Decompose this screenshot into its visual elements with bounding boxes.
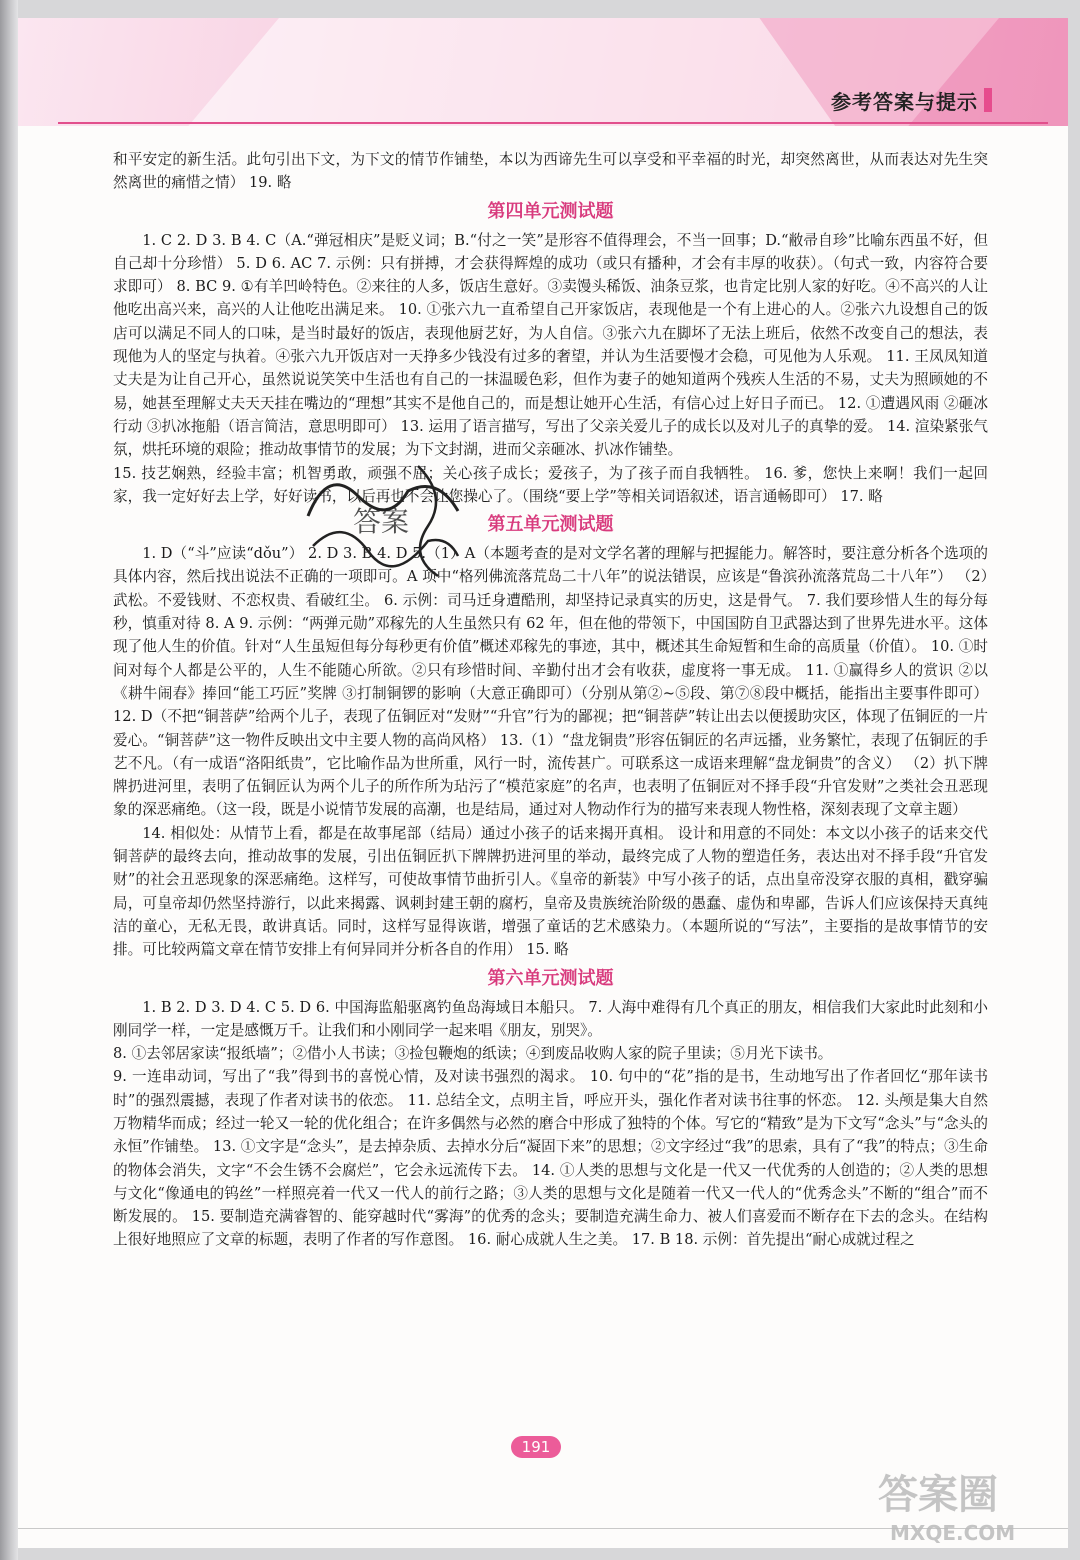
stamp-text: 答案	[353, 505, 410, 538]
section-5-paragraph: 1. D（“斗”应读“dǒu”） 2. D 3. B 4. D 5.（1）A（本题考查的是对文学名著的理解与把握能力。解答时，要注意分析各个选项的具体内容，然后找出说法不正确的一项即可。A 项中“格列佛流落荒岛二十八年”的说法错误，应该是“鲁滨孙流落荒岛二十八年”） （2）武松。不爱钱财、不恋权贵、看破红尘。 6. 示例：司马迁身遭酷刑，却坚持记录真实的历史，这是骨气。 7. 我们要珍惜人生的每分每秒，慎重对待 8. A 9. 示例：“两弹元勋”邓稼先的人生虽然只有 62 年，但在他的带领下，中国国防自卫武器达到了世界先进水平。这体现了他人生的价值。针对“人生虽短但每分每秒更有价值”概述邓稼先的事迹，其中，概述其生命短暂和生命的高质量（价值）。 10. ①时间对每个人都是公平的，人生不能随心所欲。②只有珍惜时间、辛勤付出才会有收获，虚度将一事无成。 11. ①赢得乡人的赏识 ②以《耕牛闹春》捧回“能工巧匠”奖牌 ③打制铜锣的影响（大意正确即可）（分别从第②~⑤段、第⑦⑧段中概括，能指出主要事件即可） 12. D（不把“铜菩萨”给两个儿子，表现了伍铜匠对“发财”“升官”行为的鄙视；把“铜菩萨”转让出去以便援助灾区，体现了伍铜匠的一片爱心。“铜菩萨”这一物件反映出文中主要人物的高尚风格） 13.（1）“盘龙铜贵”形容伍铜匠的名声远播，业务繁忙，表现了伍铜匠的手艺不凡。（有一成语“洛阳纸贵”，它比喻作品为世所重，风行一时，流传甚广。可联系这一成语来理解“盘龙铜贵”的含义） （2）扒下牌牌扔进河里，表明了伍铜匠认为两个儿子的所作所为玷污了“模范家庭”的名声，也表明了伍铜匠对不择手段“升官发财”之类社会丑恶现象的深恶痛绝。（这一段，既是小说情节发展的高潮，也是结局，通过对人物动作行为的描写来表现人物性格，深刻表现了文章主题）	[113, 545, 988, 819]
header-rule	[58, 122, 1048, 124]
intro-text: 和平安定的新生活。此句引出下文，为下文的情节作铺垫，本以为西谛先生可以享受和平幸福的时光，却突然离世，从而表达对先生突然离世的痛惜之情） 19. 略	[113, 151, 988, 192]
section-4-paragraph: 1. C 2. D 3. B 4. C（A.“弹冠相庆”是贬义词；B.“付之一笑”是形容不值得理会，不当一回事；D.“敝帚自珍”比喻东西虽不好，但自己却十分珍惜） 5. D 6. AC 7. 示例：只有拼搏，才会获得辉煌的成功（或只有播种，才会有丰厚的收获）。（句式一致，内容符合要求即可） 8. BC 9. ①有羊凹岭特色。②来往的人多，饭店生意好。③卖馒头稀饭、油条豆浆，也肯定比别人家的好吃。④不高兴的人让他吃出高兴来，高兴的人让他吃出满足来。 10. ①张六九一直希望自己开家饭店，表现他是一个有上进心的人。②张六九设想自己的饭店可以满足不同人的口味，是当时最好的饭店，表现他厨艺好，为人自信。③张六九在脚坏了无法上班后，依然不改变自己的想法，表现他为人的坚定与执着。④张六九开饭店对一天挣多少钱没有过多的奢望，并认为生活要慢才会稳，可见他为人乐观。 11. 王凤凤知道丈夫是为让自己开心，虽然说说笑笑中生活也有自己的一抹温暖色彩，但作为妻子的她知道两个残疾人生活的不易，丈夫为照顾她的不易，她甚至理解丈夫天天挂在嘴边的“理想”其实不是他自己的，而是想让她开心生活，有信心过上好日子而已。 12. ①遭遇风雨 ②砸冰行动 ③扒冰拖船（语言简洁，意思明即可） 13. 运用了语言描写，写出了父亲关爱儿子的成长以及对儿子的真挚的爱。 14. 渲染紧张气氛，烘托环境的艰险；推动故事情节的发展；为下文封湖，进而父亲砸冰、扒冰作铺垫。	[113, 231, 988, 459]
page-bottom-line	[18, 1528, 1068, 1529]
section-title-unit-5: 第五单元测试题	[487, 514, 614, 536]
book-page	[18, 18, 1068, 1548]
header-marker	[984, 88, 992, 112]
section-5-paragraph: 14. 相似处：从情节上看，都是在故事尾部（结局）通过小孩子的话来揭开真相。 设计和用意的不同处：本文以小孩子的话来交代铜菩萨的最终去向，推动故事的发展，引出伍铜匠扒下牌牌扔进河里的举动，最终完成了人物的塑造任务，表达出对不择手段“升官发财”的社会丑恶现象的深恶痛绝。这样写，可使故事情节曲折引人。《皇帝的新装》中写小孩子的话，点出皇帝没穿衣服的真相，戳穿骗局，可皇帝却仍然坚持游行，以此来揭露、讽刺封建王朝的腐朽，皇帝及贵族统治阶级的愚蠢、虚伪和卑鄙，告诉人们应该保持天真纯洁的童心，无私无畏，敢讲真话。同时，这样写显得诙谐，增强了童话的艺术感染力。（本题所说的“写法”，主要指的是故事情节的安排。可比较两篇文章在情节安排上有何异同并分析各自的作用） 15. 略	[113, 824, 988, 959]
section-4-paragraph: 15. 技艺娴熟，经验丰富；机智勇敢，顽强不屈；关心孩子成长；爱孩子，为了孩子而自我牺牲。 16. 爹，您快上来啊！我们一起回家，我一定好好去上学，好好读书，以后再也不会让您操心了。（围绕“要上学”等相关词语叙述，语言通畅即可） 17. 略	[113, 464, 988, 505]
watermark-main: 答案圈	[878, 1472, 998, 1518]
page-gutter-shadow	[0, 0, 18, 1560]
section-6-paragraph: 1. B 2. D 3. D 4. C 5. D 6. 中国海监船驱离钓鱼岛海域日本船只。 7. 人海中难得有几个真正的朋友，相信我们大家此时此刻和小刚同学一样，一定是感慨万千。让我们和小刚同学一起来唱《朋友，别哭》。	[113, 998, 988, 1039]
answer-content	[113, 148, 988, 1252]
header-band	[18, 18, 1068, 126]
section-title-unit-4: 第四单元测试题	[487, 200, 614, 222]
section-6-paragraph: 9. 一连串动词，写出了“我”得到书的喜悦心情，及对读书强烈的渴求。 10. 句中的“花”指的是书，生动地写出了作者回忆“那年读书时”的强烈震撼，表现了作者对读书的依恋。 11. 总结全文，点明主旨，呼应开头，强化作者对读书往事的怀恋。 12. 头颅是集大自然万物精华而成；经过一轮又一轮的优化组合；在许多偶然与必然的磨合中形成了独特的个体。写它的“精致”是为下文写“念头”与“念头的永恒”作铺垫。 13. ①文字是“念头”，是去掉杂质、去掉水分后“凝固下来”的思想；②文字经过“我”的思索，具有了“我”的特点；③生命的物体会消失，文字“不会生锈不会腐烂”，它会永远流传下去。 14. ①人类的思想与文化是一代又一代优秀的人创造的；②人类的思想与文化“像通电的钨丝”一样照亮着一代又一代人的前行之路；③人类的思想与文化是随着一代又一代人的“优秀念头”不断的“组合”而不断发展的。 15. 要制造充满睿智的、能穿越时代“雾海”的优秀的念头；要制造充满生命力、被人们喜爱而不断存在下去的念头。在结构上很好地照应了文章的标题，表明了作者的写作意图。 16. 耐心成就人生之美。 17. B 18. 示例：首先提出“耐心成就过程之	[113, 1068, 988, 1249]
section-title-unit-6: 第六单元测试题	[487, 967, 614, 989]
watermark-sub: MXQE.COM	[890, 1521, 1016, 1545]
section-6-paragraph: 8. ①去邻居家读“报纸墙”；②借小人书读；③捡包鞭炮的纸读；④到废品收购人家的院子里读；⑤月光下读书。	[113, 1045, 833, 1063]
header-title: 参考答案与提示	[831, 90, 978, 114]
page-number-badge: 191	[511, 1436, 561, 1458]
